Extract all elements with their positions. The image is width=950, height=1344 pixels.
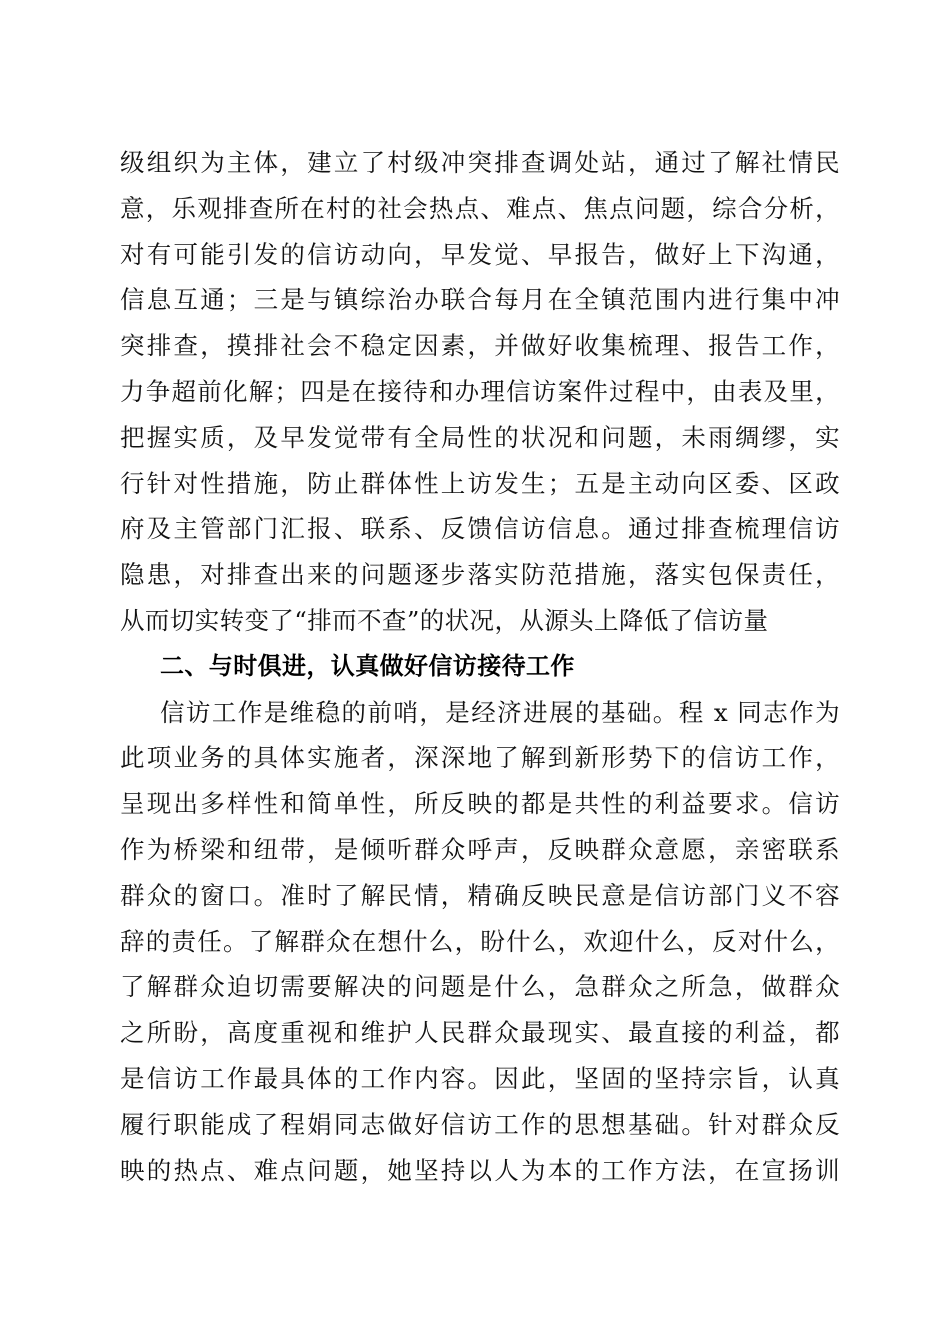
text-line: 了解群众迫切需要解决的问题是什么，急群众之所急，做群众: [120, 972, 840, 1002]
text-line: 意，乐观排查所在村的社会热点、难点、焦点问题，综合分析，: [120, 193, 840, 223]
text-line: 作为桥梁和纽带，是倾听群众呼声，反映群众意愿，亲密联系: [120, 834, 840, 864]
text-line: 力争超前化解；四是在接待和办理信访案件过程中，由表及里，: [120, 376, 840, 406]
text-line: 呈现出多样性和简单性，所反映的都是共性的利益要求。信访: [120, 789, 840, 819]
text-line: 府及主管部门汇报、联系、反馈信访信息。通过排查梳理信访: [120, 514, 840, 544]
paragraph-continued: [120, 140, 840, 644]
document-body: [120, 140, 840, 1193]
text-line: 把握实质，及早发觉带有全局性的状况和问题，未雨绸缪，实: [120, 422, 840, 452]
section-heading: 二、与时俱进，认真做好信访接待工作: [160, 651, 575, 680]
text-line: 突排查，摸排社会不稳定因素，并做好收集梳理、报告工作，: [120, 331, 840, 361]
text-line: 映的热点、难点问题，她坚持以人为本的工作方法，在宣扬训: [120, 1155, 840, 1185]
text-line: 隐患，对排查出来的问题逐步落实防范措施，落实包保责任，: [120, 560, 840, 590]
paragraph-section-two: [120, 690, 840, 1194]
text-line: 从而切实转变了“排而不查”的状况，从源头上降低了信访量: [120, 605, 769, 635]
text-line: 行针对性措施，防止群体性上访发生；五是主动向区委、区政: [120, 468, 840, 498]
text-line: 此项业务的具体实施者，深深地了解到新形势下的信访工作，: [120, 743, 840, 773]
text-line: 之所盼，高度重视和维护人民群众最现实、最直接的利益，都: [120, 1018, 840, 1048]
text-line: 履行职能成了程娟同志做好信访工作的思想基础。针对群众反: [120, 1109, 840, 1139]
text-line: 群众的窗口。准时了解民情，精确反映民意是信访部门义不容: [120, 880, 840, 910]
text-line: 辞的责任。了解群众在想什么，盼什么，欢迎什么，反对什么，: [120, 926, 840, 956]
text-line: 信息互通；三是与镇综治办联合每月在全镇范围内进行集中冲: [120, 285, 840, 315]
text-line: 是信访工作最具体的工作内容。因此，坚固的坚持宗旨，认真: [120, 1063, 840, 1093]
text-line: 级组织为主体，建立了村级冲突排查调处站，通过了解社情民: [120, 148, 840, 177]
text-line: 对有可能引发的信访动向，早发觉、早报告，做好上下沟通，: [120, 239, 840, 269]
text-line: 信访工作是维稳的前哨，是经济进展的基础。程 x 同志作为: [160, 697, 840, 727]
